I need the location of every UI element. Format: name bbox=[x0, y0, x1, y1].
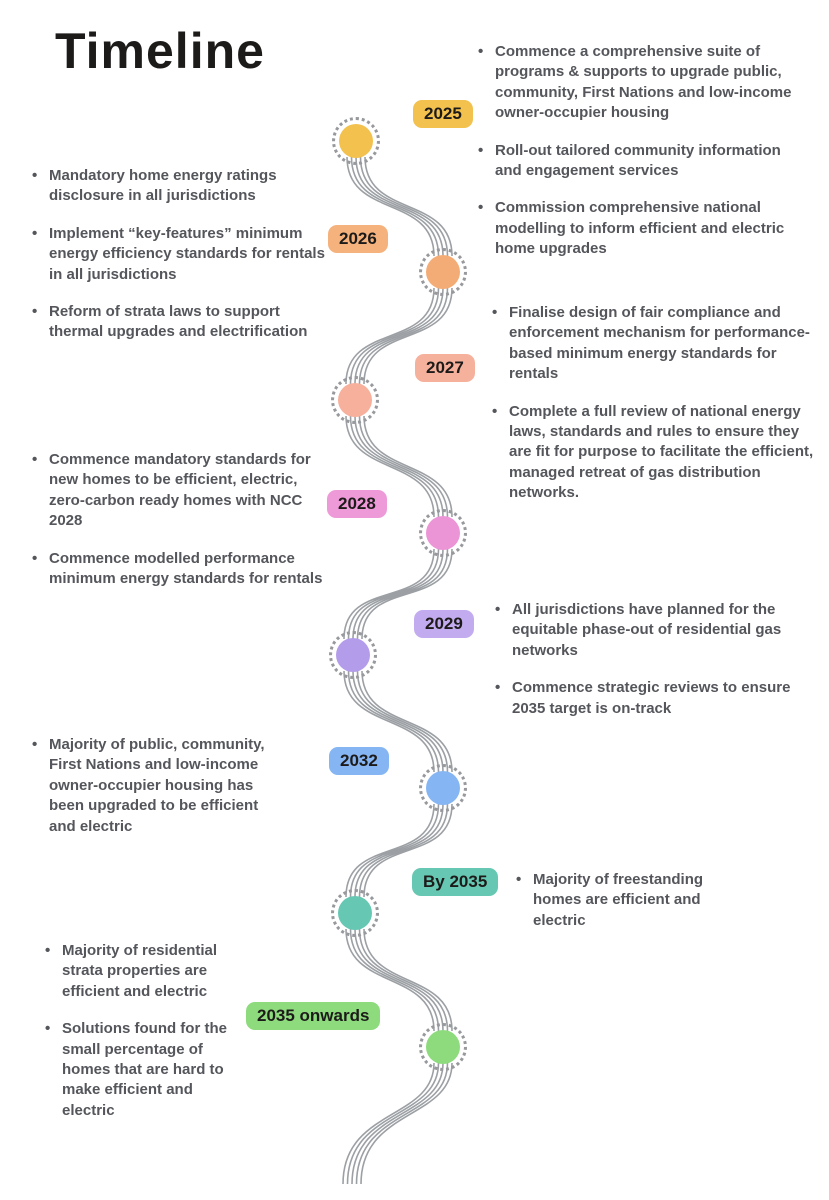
year-badge-by-2035: By 2035 bbox=[412, 868, 498, 896]
year-badge-2027: 2027 bbox=[415, 354, 475, 382]
bullet-item: • Roll-out tailored community information and engagement services bbox=[478, 141, 800, 182]
year-badge-2035-onwards: 2035 onwards bbox=[246, 1002, 380, 1030]
bullet-item: • All jurisdictions have planned for the equitable phase-out of residential gas networks bbox=[495, 600, 800, 661]
bullet-item: • Solutions found for the small percentage of homes that are hard to make efficient and electric bbox=[45, 1019, 241, 1121]
timeline-node-2029 bbox=[329, 631, 377, 679]
node-dot-2025 bbox=[339, 124, 373, 158]
timeline-node-by2035 bbox=[331, 889, 379, 937]
bullet-item: • Complete a full review of national energy laws, standards and rules to ensure they are fit for purpose to facilitate the efficient, managed retreat of gas distribution networks. bbox=[492, 402, 820, 504]
node-dot-2032 bbox=[426, 771, 460, 805]
bullet-list-2027 bbox=[492, 303, 820, 504]
milestone-text-2035-onwards bbox=[45, 941, 241, 1121]
bullet-list-2032 bbox=[32, 735, 280, 837]
bullet-item: • Finalise design of fair compliance and enforcement mechanism for performance-based minimum energy standards for rentals bbox=[492, 303, 820, 385]
bullet-item: • Implement “key-features” minimum energy efficiency standards for rentals in all jurisdictions bbox=[32, 224, 327, 285]
bullet-item: • Commence a comprehensive suite of programs & supports to upgrade public, community, First Nations and low-income owner-occupier housing bbox=[478, 42, 800, 124]
milestone-text-2025 bbox=[478, 42, 800, 260]
year-badge-2025: 2025 bbox=[413, 100, 473, 128]
timeline-node-2028 bbox=[419, 509, 467, 557]
timeline-node-2026 bbox=[419, 248, 467, 296]
bullet-item: • Majority of residential strata properties are efficient and electric bbox=[45, 941, 241, 1002]
bullet-list-by-2035 bbox=[516, 870, 738, 931]
node-dot-2035-onwards bbox=[426, 1030, 460, 1064]
bullet-list-2026 bbox=[32, 166, 327, 343]
milestone-text-by-2035 bbox=[516, 870, 738, 931]
milestone-text-2026 bbox=[32, 166, 327, 343]
year-badge-2029: 2029 bbox=[414, 610, 474, 638]
bullet-list-2029 bbox=[495, 600, 800, 719]
node-dot-2028 bbox=[426, 516, 460, 550]
bullet-item: • Majority of freestanding homes are efficient and electric bbox=[516, 870, 738, 931]
milestone-text-2028 bbox=[32, 450, 327, 589]
bullet-list-2028 bbox=[32, 450, 327, 589]
milestone-text-2027 bbox=[492, 303, 820, 504]
timeline-node-2035-onwards bbox=[419, 1023, 467, 1071]
bullet-list-2025 bbox=[478, 42, 800, 260]
bullet-item: • Majority of public, community, First Nations and low-income owner-occupier housing has been upgraded to be efficient and electric bbox=[32, 735, 280, 837]
bullet-item: • Mandatory home energy ratings disclosure in all jurisdictions bbox=[32, 166, 327, 207]
node-dot-2029 bbox=[336, 638, 370, 672]
milestone-text-2029 bbox=[495, 600, 800, 719]
node-dot-2027 bbox=[338, 383, 372, 417]
bullet-item: • Reform of strata laws to support thermal upgrades and electrification bbox=[32, 302, 327, 343]
year-badge-2026: 2026 bbox=[328, 225, 388, 253]
bullet-item: • Commence mandatory standards for new homes to be efficient, electric, zero-carbon ready homes with NCC 2028 bbox=[32, 450, 327, 532]
page-title: Timeline bbox=[55, 23, 265, 79]
bullet-item: • Commission comprehensive national modelling to inform efficient and electric home upgrades bbox=[478, 198, 800, 259]
bullet-list-2035-onwards bbox=[45, 941, 241, 1121]
timeline-node-2032 bbox=[419, 764, 467, 812]
timeline-node-2025 bbox=[332, 117, 380, 165]
year-badge-2028: 2028 bbox=[327, 490, 387, 518]
bullet-item: • Commence strategic reviews to ensure 2035 target is on-track bbox=[495, 678, 800, 719]
node-dot-2026 bbox=[426, 255, 460, 289]
timeline-node-2027 bbox=[331, 376, 379, 424]
bullet-item: • Commence modelled performance minimum energy standards for rentals bbox=[32, 549, 327, 590]
node-dot-by2035 bbox=[338, 896, 372, 930]
milestone-text-2032 bbox=[32, 735, 280, 837]
year-badge-2032: 2032 bbox=[329, 747, 389, 775]
